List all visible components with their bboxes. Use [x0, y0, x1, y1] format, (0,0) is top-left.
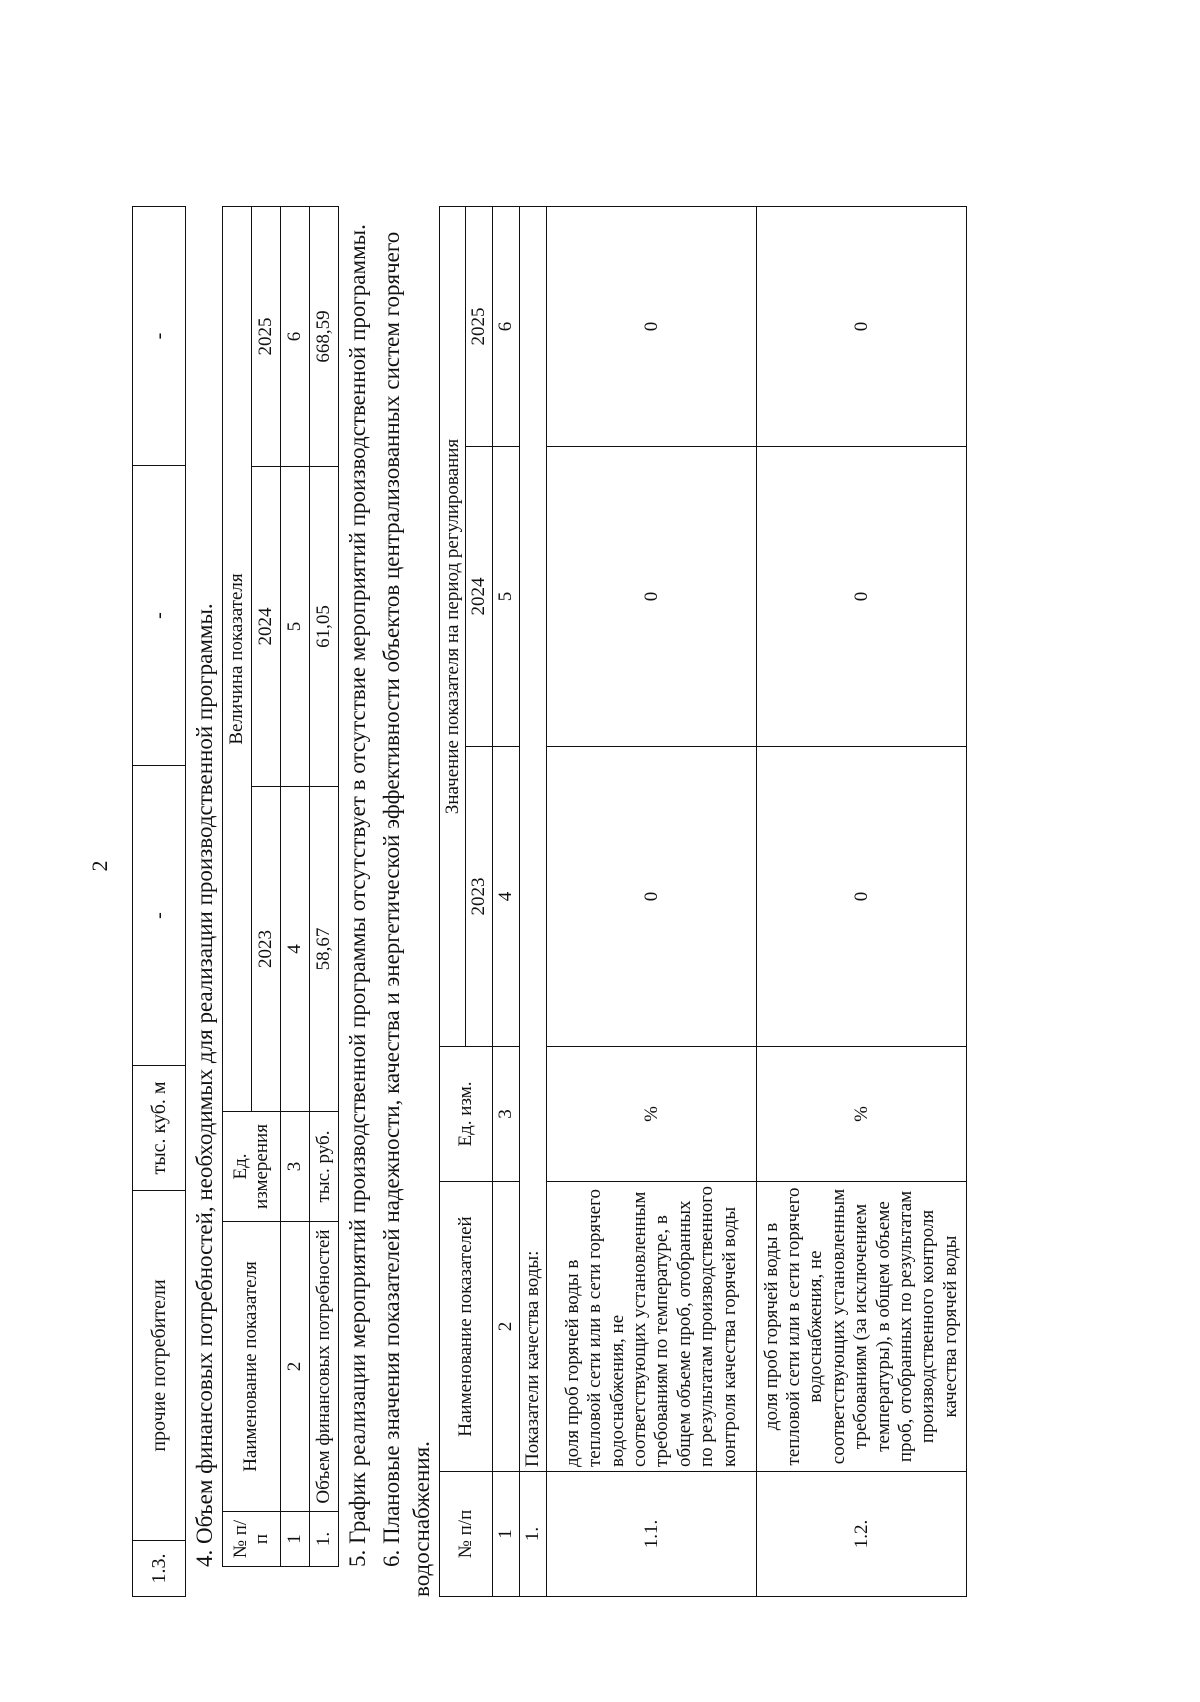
- header-unit: Ед. изм.: [439, 1047, 493, 1182]
- column-number-row: [493, 207, 520, 1597]
- value-2023: 0: [756, 747, 966, 1047]
- header-2025: 2025: [251, 207, 280, 467]
- row-name: доля проб горячей воды в тепловой сети или в сети горячего водоснабжения, не соответствующих установленным требованиям (за исключением температуры), в общем объеме проб, отобранных по результатам производственного контроля качества горячей воды: [756, 1182, 966, 1472]
- value-2023: -: [133, 766, 186, 1066]
- section-6-heading: 6. Плановые значения показателей надежности, качества и энергетической эффективности объектов централизованных систем горячего водоснабжения.: [378, 231, 434, 1597]
- section-row-title: Показатели качества воды:: [520, 207, 547, 1472]
- colnum: 1: [493, 1472, 520, 1597]
- header-2024: 2024: [251, 467, 280, 787]
- header-2024: 2024: [466, 447, 493, 747]
- colnum: 2: [280, 1222, 309, 1512]
- value-2024: 0: [546, 447, 756, 747]
- row-name: доля проб горячей воды в тепловой сети или в сети горячего водоснабжения, не соответствующих установленным требованиям по температуре, в общем объеме проб, отобранных по результатам производственного контроля качества горячей воды: [546, 1182, 756, 1472]
- rotated-page: [0, 102, 1200, 1702]
- colnum: 3: [280, 1112, 309, 1222]
- header-group: Величина показателя: [222, 207, 251, 1112]
- colnum: 1: [280, 1512, 309, 1567]
- indicators-table: [439, 206, 967, 1597]
- column-number-row: [280, 207, 309, 1567]
- colnum: 3: [493, 1047, 520, 1182]
- header-name: Наименование показателя: [222, 1222, 280, 1512]
- header-2023: 2023: [251, 787, 280, 1112]
- value-2025: -: [133, 207, 186, 466]
- colnum: 4: [280, 787, 309, 1112]
- row-number: 1.2.: [756, 1472, 966, 1597]
- header-2023: 2023: [466, 747, 493, 1047]
- row-name: Объем финансовых потребностей: [309, 1222, 338, 1512]
- value-2025: 668,59: [309, 207, 338, 467]
- colnum: 5: [493, 447, 520, 747]
- document-content: [132, 207, 967, 1597]
- table-row: [309, 207, 338, 1567]
- section-5-text: 5. График реализации мероприятий производственной программы отсутствует в отсутствие мероприятий производственной программы.: [344, 224, 370, 1567]
- page-number: 2: [87, 860, 112, 872]
- section-row: [520, 207, 547, 1597]
- value-2025: 0: [546, 207, 756, 447]
- value-2023: 0: [546, 747, 756, 1047]
- header-2025: 2025: [466, 207, 493, 447]
- value-2025: 0: [756, 207, 966, 447]
- row-unit: %: [546, 1047, 756, 1182]
- header-group: Значение показателя на период регулирования: [439, 207, 466, 1047]
- header-num: № п/п: [222, 1512, 280, 1567]
- table-row: [756, 207, 966, 1597]
- row-number: 1.1.: [546, 1472, 756, 1597]
- row-unit: тыс. куб. м: [133, 1066, 186, 1191]
- colnum: 4: [493, 747, 520, 1047]
- section-4-heading: 4. Объем финансовых потребностей, необходимых для реализации производственной программы.: [192, 603, 217, 1567]
- consumers-table: [132, 206, 186, 1597]
- colnum: 5: [280, 467, 309, 787]
- table-header-row: [222, 207, 251, 1567]
- value-2024: -: [133, 466, 186, 766]
- value-2023: 58,67: [309, 787, 338, 1112]
- header-name: Наименование показателей: [439, 1182, 493, 1472]
- value-2024: 61,05: [309, 467, 338, 787]
- financial-needs-table: [222, 206, 339, 1567]
- row-name: прочие потребители: [133, 1191, 186, 1541]
- row-number: 1.: [520, 1472, 547, 1597]
- colnum: 2: [493, 1182, 520, 1472]
- header-num: № п/п: [439, 1472, 493, 1597]
- colnum: 6: [280, 207, 309, 467]
- header-unit: Ед. измерения: [222, 1112, 280, 1222]
- table-row: [546, 207, 756, 1597]
- value-2024: 0: [756, 447, 966, 747]
- colnum: 6: [493, 207, 520, 447]
- table-row: [133, 207, 186, 1597]
- row-number: 1.3.: [133, 1541, 186, 1597]
- row-unit: тыс. руб.: [309, 1112, 338, 1222]
- row-number: 1.: [309, 1512, 338, 1567]
- row-unit: %: [756, 1047, 966, 1182]
- table-header-row: [439, 207, 466, 1597]
